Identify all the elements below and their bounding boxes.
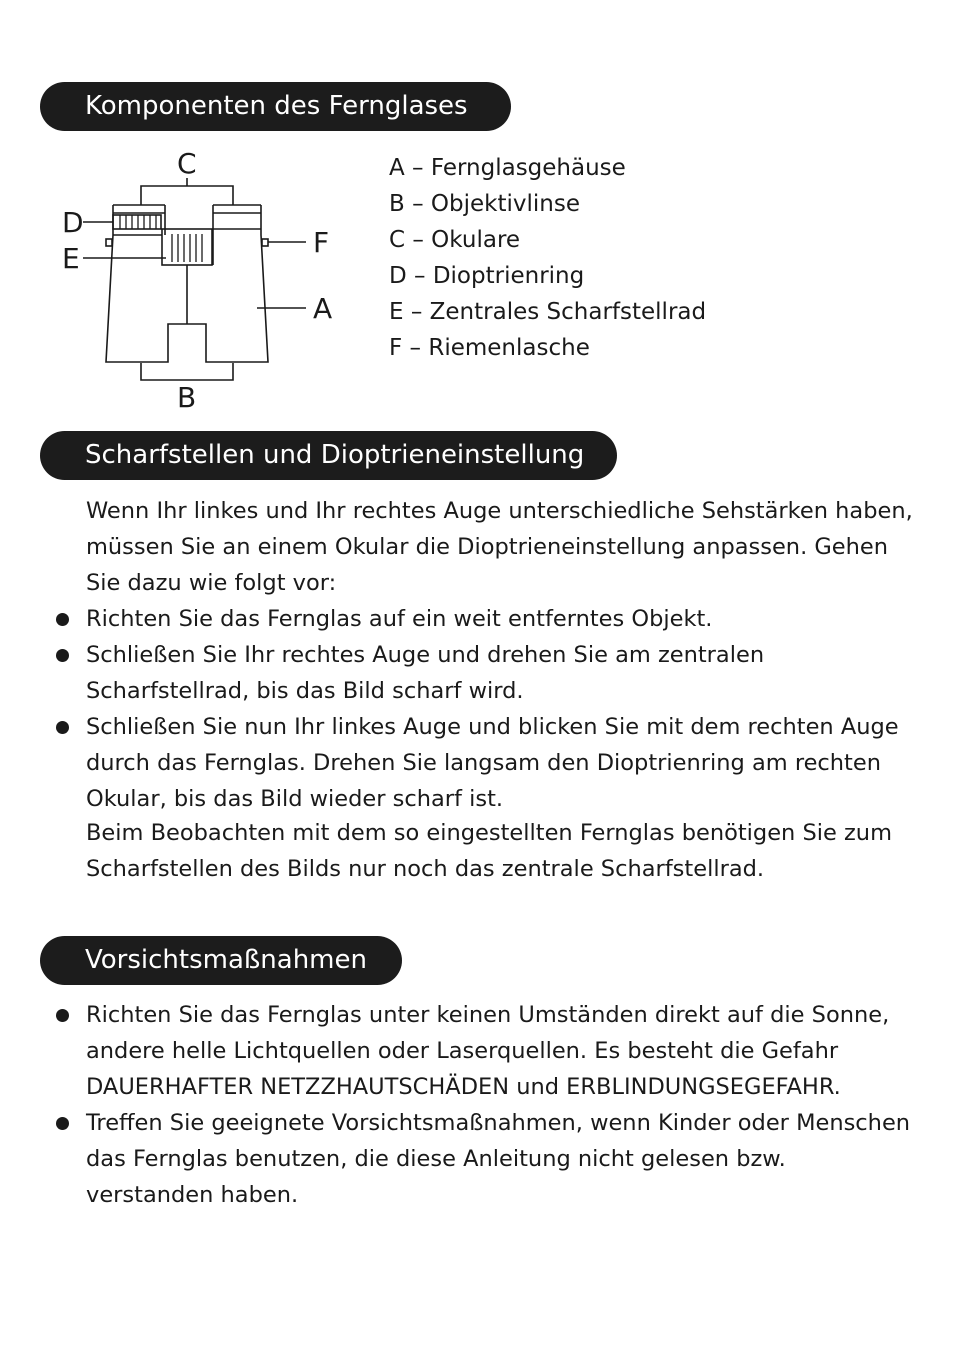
focusing-intro: Wenn Ihr linkes und Ihr rechtes Auge unterschiedliche Sehstärken haben, müssen Sie an einem Okular die Dioptrieneinstellung anpassen. Gehen Sie dazu wie folgt vor:	[86, 498, 913, 596]
section-title: Vorsichtsmaßnahmen	[85, 945, 367, 975]
legend-item: D – Dioptrienring	[389, 263, 585, 289]
bullet-icon	[56, 649, 69, 662]
section-title: Komponenten des Fernglases	[85, 91, 468, 121]
diagram-label-d: D	[62, 206, 84, 239]
step-text: Schließen Sie nun Ihr linkes Auge und blicken Sie mit dem rechten Auge durch das Fernglas. Drehen Sie langsam den Dioptrienring am rechten Okular, bis das Bild wieder scharf ist.	[86, 714, 899, 812]
section-header-precautions	[40, 936, 402, 985]
diagram-label-c: C	[177, 147, 197, 180]
list-item	[0, 1105, 916, 1213]
focusing-steps	[0, 601, 954, 817]
legend-item: A – Fernglasgehäuse	[389, 155, 626, 181]
legend-item: F – Riemenlasche	[389, 335, 590, 361]
bullet-icon	[56, 613, 69, 626]
focusing-closing: Beim Beobachten mit dem so eingestellten Fernglas benötigen Sie zum Scharfstellen des Bilds nur noch das zentrale Scharfstellrad.	[86, 820, 892, 882]
step-text: Richten Sie das Fernglas auf ein weit entferntes Objekt.	[86, 606, 713, 632]
eyepiece-bracket	[141, 186, 233, 205]
bullet-icon	[56, 1009, 69, 1022]
section-header-focusing	[40, 431, 617, 480]
components-legend	[389, 150, 706, 366]
legend-item: C – Okulare	[389, 227, 521, 253]
diagram-label-a: A	[313, 292, 333, 325]
bullet-icon	[56, 1117, 69, 1130]
precaution-text: Richten Sie das Fernglas unter keinen Umständen direkt auf die Sonne, andere helle Lichtquellen oder Laserquellen. Es besteht die Gefahr DAUERHAFTER NETZZHAUTSCHÄDEN und ERBLINDUNGSEGEFAHR.	[86, 1002, 890, 1100]
list-item	[0, 637, 916, 709]
legend-item: E – Zentrales Scharfstellrad	[389, 299, 707, 325]
objective-bracket	[141, 363, 233, 380]
binocular-diagram	[55, 140, 345, 415]
list-item	[0, 997, 916, 1105]
precautions-list	[0, 997, 954, 1213]
precaution-text: Treffen Sie geeignete Vorsichtsmaßnahmen, wenn Kinder oder Menschen das Fernglas benutzen, die diese Anleitung nicht gelesen bzw. verstanden haben.	[86, 1110, 911, 1208]
diagram-label-b: B	[177, 381, 197, 414]
section-header-components	[40, 82, 511, 131]
list-item	[0, 601, 916, 637]
legend-item: B – Objektivlinse	[389, 191, 580, 217]
step-text: Schließen Sie Ihr rechtes Auge und drehen Sie am zentralen Scharfstellrad, bis das Bild scharf wird.	[86, 642, 765, 704]
diagram-label-e: E	[62, 242, 80, 275]
bullet-icon	[56, 721, 69, 734]
diagram-label-f: F	[313, 226, 330, 259]
list-item	[0, 709, 916, 817]
section-title: Scharfstellen und Dioptrieneinstellung	[85, 440, 585, 470]
